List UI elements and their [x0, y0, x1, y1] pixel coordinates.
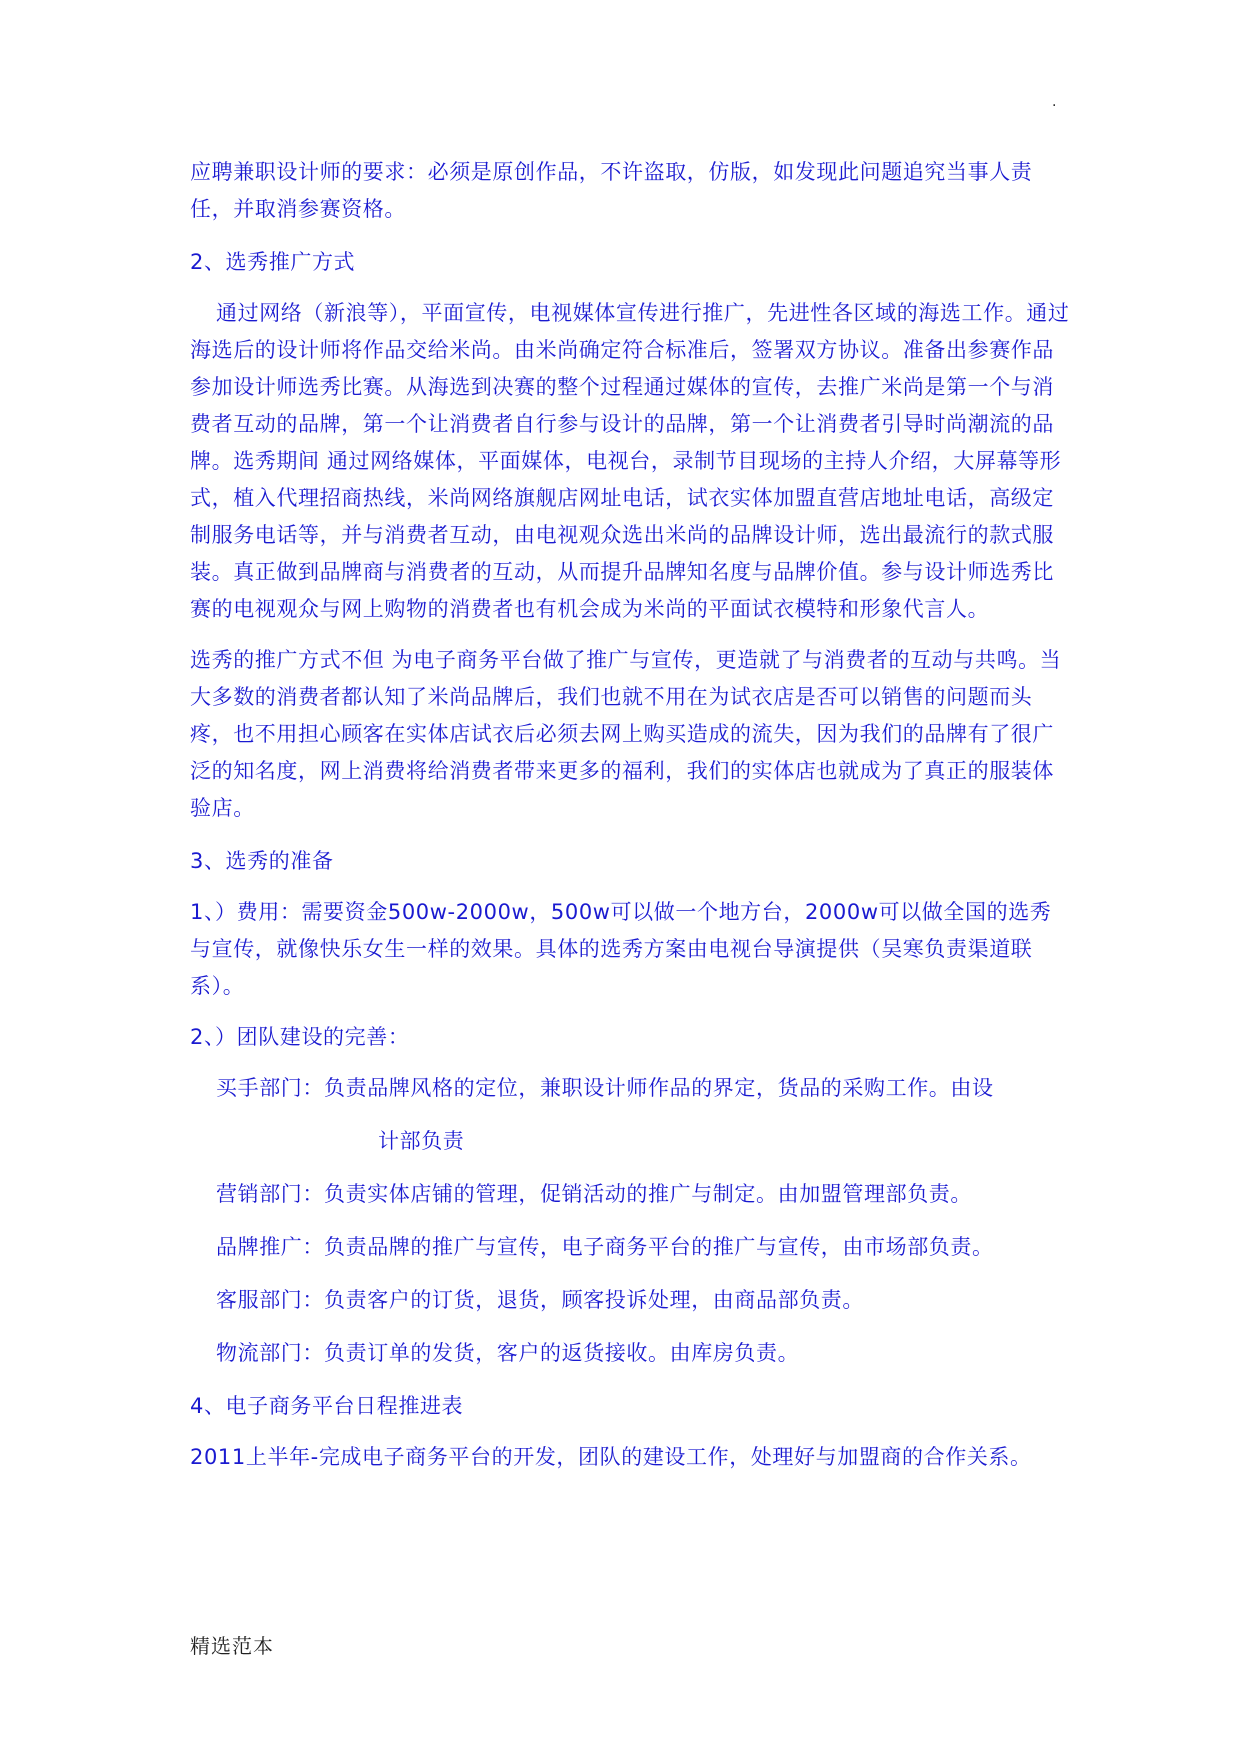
- department-name: 买手部门：: [216, 1076, 324, 1100]
- section-heading-3: 3、选秀的准备: [190, 849, 334, 873]
- department-name: 物流部门：: [216, 1341, 324, 1365]
- cost-paragraph: 1、）费用：需要资金500w-2000w，500w可以做一个地方台，2000w可以做全国的选秀与宣传，就像快乐女生一样的效果。具体的选秀方案由电视台导演提供（吴寒负责渠道联系）。: [190, 900, 1052, 998]
- department-item: [190, 1335, 1070, 1372]
- schedule-paragraph: 2011上半年-完成电子商务平台的开发，团队的建设工作，处理好与加盟商的合作关系。: [190, 1445, 1032, 1469]
- header-mark: .: [1052, 94, 1057, 110]
- promotion-benefit-paragraph: 选秀的推广方式不但 为电子商务平台做了推广与宣传，更造就了与消费者的互动与共鸣。当大多数的消费者都认知了米尚品牌后，我们也就不用在为试衣店是否可以销售的问题而头疼，也不用担心顾客在实体店试衣后必须去网上购买造成的流失，因为我们的品牌有了很广泛的知名度，网上消费将给消费者带来更多的福利，我们的实体店也就成为了真正的服装体验店。: [190, 648, 1062, 820]
- department-item: [190, 1229, 1070, 1266]
- department-name: 客服部门：: [216, 1288, 324, 1312]
- footer-label: 精选范本: [190, 1634, 274, 1658]
- promotion-paragraph: 通过网络（新浪等），平面宣传，电视媒体宣传进行推广，先进性各区域的海选工作。通过海选后的设计师将作品交给米尚。由米尚确定符合标准后，签署双方协议。准备出参赛作品参加设计师选秀比赛。从海选到决赛的整个过程通过媒体的宣传，去推广米尚是第一个与消费者互动的品牌，第一个让消费者自行参与设计的品牌，第一个让消费者引导时尚潮流的品牌。选秀期间 通过网络媒体，平面媒体，电视台，录制节目现场的主持人介绍，大屏幕等形式，植入代理招商热线，米尚网络旗舰店网址电话，试衣实体加盟直营店地址电话，高级定制服务电话等，并与消费者互动，由电视观众选出米尚的品牌设计师，选出最流行的款式服装。真正做到品牌商与消费者的互动，从而提升品牌知名度与品牌价值。参与设计师选秀比赛的电视观众与网上购物的消费者也有机会成为米尚的平面试衣模特和形象代言人。: [190, 301, 1070, 621]
- department-description: 负责实体店铺的管理，促销活动的推广与制定。由加盟管理部负责。: [324, 1182, 972, 1206]
- department-item: [190, 1282, 1070, 1319]
- department-description-continued: 计部负责: [378, 1129, 465, 1153]
- department-name: 营销部门：: [216, 1182, 324, 1206]
- department-item: [190, 1070, 1070, 1160]
- team-building-paragraph: 2、）团队建设的完善：: [190, 1025, 410, 1049]
- section-heading-2: 2、选秀推广方式: [190, 250, 356, 274]
- department-description: 负责品牌风格的定位，兼职设计师作品的界定，货品的采购工作。由设: [324, 1076, 994, 1100]
- department-description: 负责客户的订货，退货，顾客投诉处理，由商品部负责。: [324, 1288, 864, 1312]
- intro-paragraph: 应聘兼职设计师的要求：必须是原创作品，不许盗取，仿版，如发现此问题追究当事人责任，并取消参赛资格。: [190, 160, 1033, 221]
- section-heading-4: 4、电子商务平台日程推进表: [190, 1394, 464, 1418]
- department-list: [190, 1070, 1070, 1372]
- department-description: 负责品牌的推广与宣传，电子商务平台的推广与宣传，由市场部负责。: [324, 1235, 994, 1259]
- document-body: [190, 154, 1070, 1476]
- department-name: 品牌推广：: [216, 1235, 324, 1259]
- department-description: 负责订单的发货，客户的返货接收。由库房负责。: [324, 1341, 800, 1365]
- department-item: [190, 1176, 1070, 1213]
